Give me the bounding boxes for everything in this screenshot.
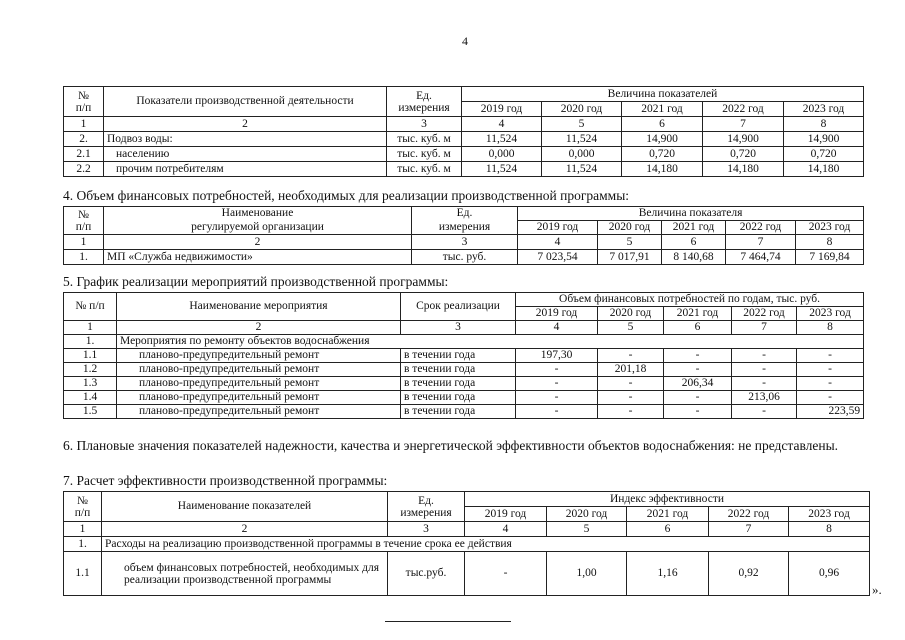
row-value: 11,524 (462, 162, 542, 177)
row-value: - (465, 552, 547, 596)
year-header: 2019 год (516, 307, 598, 321)
row-value: - (516, 391, 598, 405)
row-num: 1.1 (64, 349, 117, 363)
row-name: МП «Служба недвижимости» (104, 250, 412, 265)
row-value: 7 464,74 (726, 250, 796, 265)
row-value: 197,30 (516, 349, 598, 363)
row-term: в течении года (401, 363, 516, 377)
table-row (64, 391, 864, 405)
row-name: Подвоз воды: (104, 132, 387, 147)
year-header: 2019 год (462, 102, 542, 117)
row-value: 0,000 (542, 147, 622, 162)
values-header: Величина показателя (518, 207, 864, 221)
row-value: - (664, 349, 732, 363)
group-row (64, 335, 864, 349)
index-cell: 6 (622, 117, 703, 132)
index-cell: 2 (104, 117, 387, 132)
row-value: 14,180 (622, 162, 703, 177)
row-value: - (598, 377, 664, 391)
year-header: 2021 год (662, 221, 726, 235)
index-cell: 4 (516, 321, 598, 335)
year-header: 2021 год (664, 307, 732, 321)
index-cell: 5 (598, 321, 664, 335)
row-value: 7 017,91 (598, 250, 662, 265)
table-row (64, 250, 864, 265)
year-header: 2019 год (465, 507, 547, 522)
row-value: - (664, 391, 732, 405)
table-row (64, 405, 864, 419)
index-cell: 1 (64, 117, 104, 132)
index-cell: 1 (64, 522, 102, 537)
values-header: Индекс эффективности (465, 492, 870, 507)
table-row (64, 363, 864, 377)
row-unit: тыс. куб. м (387, 147, 462, 162)
row-value: 0,720 (784, 147, 864, 162)
row-name: планово-предупредительный ремонт (117, 391, 401, 405)
row-value: - (797, 391, 864, 405)
index-cell: 4 (465, 522, 547, 537)
row-name: объем финансовых потребностей, необходимых для реализации производственной программы (102, 552, 388, 596)
year-header: 2023 год (797, 307, 864, 321)
activities-schedule-table (63, 292, 864, 419)
row-value: 206,34 (664, 377, 732, 391)
index-cell: 1 (64, 235, 104, 250)
row-name: прочим потребителям (104, 162, 387, 177)
group-row (64, 537, 870, 552)
group-name: Расходы на реализацию производственной программы в течение срока ее действия (102, 537, 870, 552)
row-value: 1,16 (627, 552, 709, 596)
row-unit: тыс. куб. м (387, 162, 462, 177)
col-unit-header: Ед. измерения (388, 492, 465, 522)
index-cell: 8 (789, 522, 870, 537)
table-row (64, 162, 864, 177)
col-num-header: № п/п (64, 293, 117, 321)
index-row (64, 522, 870, 537)
year-header: 2021 год (622, 102, 703, 117)
row-value: 7 169,84 (796, 250, 864, 265)
row-num: 1.1 (64, 552, 102, 596)
row-name: населению (104, 147, 387, 162)
row-value: - (732, 363, 797, 377)
row-value: 14,900 (622, 132, 703, 147)
year-header: 2022 год (732, 307, 797, 321)
index-cell: 8 (796, 235, 864, 250)
index-cell: 8 (784, 117, 864, 132)
index-row (64, 235, 864, 250)
row-value: 223,59 (797, 405, 864, 419)
production-indicators-table (63, 86, 864, 177)
bottom-divider (385, 621, 511, 622)
values-header: Объем финансовых потребностей по годам, тыс. руб. (516, 293, 864, 307)
year-header: 2020 год (547, 507, 627, 522)
row-num: 2. (64, 132, 104, 147)
efficiency-table (63, 491, 870, 596)
col-term-header: Срок реализации (401, 293, 516, 321)
group-num: 1. (64, 537, 102, 552)
index-cell: 4 (518, 235, 598, 250)
row-value: 14,900 (784, 132, 864, 147)
year-header: 2020 год (542, 102, 622, 117)
row-unit: тыс. руб. (412, 250, 518, 265)
index-cell: 3 (412, 235, 518, 250)
values-header: Величина показателей (462, 87, 864, 102)
index-cell: 6 (664, 321, 732, 335)
row-value: 0,720 (703, 147, 784, 162)
table-row (64, 147, 864, 162)
table-row (64, 132, 864, 147)
section-4-title: 4. Объем финансовых потребностей, необходимых для реализации производственной программы: (63, 188, 630, 203)
row-value: 7 023,54 (518, 250, 598, 265)
row-value: 11,524 (542, 162, 622, 177)
index-cell: 1 (64, 321, 117, 335)
closing-quote: ». (872, 582, 882, 597)
index-cell: 7 (709, 522, 789, 537)
row-value: - (732, 349, 797, 363)
year-header: 2019 год (518, 221, 598, 235)
row-value: 201,18 (598, 363, 664, 377)
row-value: - (598, 405, 664, 419)
row-term: в течении года (401, 377, 516, 391)
row-value: 0,000 (462, 147, 542, 162)
table-row (64, 349, 864, 363)
col-unit-header: Ед. измерения (387, 87, 462, 117)
year-header: 2021 год (627, 507, 709, 522)
index-cell: 3 (388, 522, 465, 537)
row-unit: тыс.руб. (388, 552, 465, 596)
row-value: - (516, 405, 598, 419)
row-value: - (732, 377, 797, 391)
row-value: 11,524 (462, 132, 542, 147)
row-name: планово-предупредительный ремонт (117, 363, 401, 377)
row-value: - (664, 405, 732, 419)
row-term: в течении года (401, 349, 516, 363)
index-cell: 2 (104, 235, 412, 250)
row-value: 14,180 (784, 162, 864, 177)
table-row (64, 377, 864, 391)
col-num-header: № п/п (64, 87, 104, 117)
table-row (64, 552, 870, 596)
col-name-header-line2: регулируемой организации (104, 221, 412, 235)
col-unit-header: Ед. (412, 207, 518, 221)
row-num: 2.2 (64, 162, 104, 177)
row-name: планово-предупредительный ремонт (117, 405, 401, 419)
year-header: 2023 год (784, 102, 864, 117)
index-cell: 6 (627, 522, 709, 537)
year-header: 2023 год (796, 221, 864, 235)
index-cell: 7 (732, 321, 797, 335)
row-value: 14,900 (703, 132, 784, 147)
row-value: - (732, 405, 797, 419)
row-value: - (797, 377, 864, 391)
row-num: 1.3 (64, 377, 117, 391)
col-unit-header-line2: измерения (412, 221, 518, 235)
row-value: 8 140,68 (662, 250, 726, 265)
index-cell: 7 (726, 235, 796, 250)
index-cell: 5 (598, 235, 662, 250)
row-term: в течении года (401, 391, 516, 405)
year-header: 2022 год (709, 507, 789, 522)
index-cell: 3 (401, 321, 516, 335)
year-header: 2022 год (703, 102, 784, 117)
col-name-header: Показатели производственной деятельности (104, 87, 387, 117)
section-7-title: 7. Расчет эффективности производственной программы: (63, 473, 388, 488)
index-row (64, 117, 864, 132)
row-num: 1.2 (64, 363, 117, 377)
row-value: - (598, 391, 664, 405)
year-header: 2020 год (598, 221, 662, 235)
row-value: 0,96 (789, 552, 870, 596)
row-unit: тыс. куб. м (387, 132, 462, 147)
index-cell: 6 (662, 235, 726, 250)
index-row (64, 321, 864, 335)
index-cell: 4 (462, 117, 542, 132)
year-header: 2022 год (726, 221, 796, 235)
financial-needs-table (63, 206, 864, 265)
row-num: 1.5 (64, 405, 117, 419)
row-num: 2.1 (64, 147, 104, 162)
section-6-text: 6. Плановые значения показателей надежности, качества и энергетической эффективности объектов водоснабжения: не представлены. (63, 438, 839, 453)
row-value: - (516, 377, 598, 391)
section-5-title: 5. График реализации мероприятий производственной программы: (63, 274, 449, 289)
row-num: 1. (64, 250, 104, 265)
index-cell: 2 (102, 522, 388, 537)
col-name-header: Наименование показателей (102, 492, 388, 522)
row-value: 213,06 (732, 391, 797, 405)
row-num: 1.4 (64, 391, 117, 405)
index-cell: 5 (547, 522, 627, 537)
row-value: - (664, 363, 732, 377)
row-value: - (797, 349, 864, 363)
row-value: - (797, 363, 864, 377)
row-name: планово-предупредительный ремонт (117, 349, 401, 363)
row-value: - (516, 363, 598, 377)
col-name-header: Наименование (104, 207, 412, 221)
row-value: 1,00 (547, 552, 627, 596)
index-cell: 5 (542, 117, 622, 132)
row-name: планово-предупредительный ремонт (117, 377, 401, 391)
col-num-header: № п/п (64, 207, 104, 235)
index-cell: 2 (117, 321, 401, 335)
row-value: 11,524 (542, 132, 622, 147)
row-value: 14,180 (703, 162, 784, 177)
row-term: в течении года (401, 405, 516, 419)
index-cell: 7 (703, 117, 784, 132)
col-name-header: Наименование мероприятия (117, 293, 401, 321)
index-cell: 8 (797, 321, 864, 335)
year-header: 2023 год (789, 507, 870, 522)
col-num-header: № п/п (64, 492, 102, 522)
row-value: - (598, 349, 664, 363)
row-value: 0,720 (622, 147, 703, 162)
index-cell: 3 (387, 117, 462, 132)
row-value: 0,92 (709, 552, 789, 596)
group-name: Мероприятия по ремонту объектов водоснабжения (117, 335, 864, 349)
group-num: 1. (64, 335, 117, 349)
page-number: 4 (462, 34, 468, 48)
year-header: 2020 год (598, 307, 664, 321)
